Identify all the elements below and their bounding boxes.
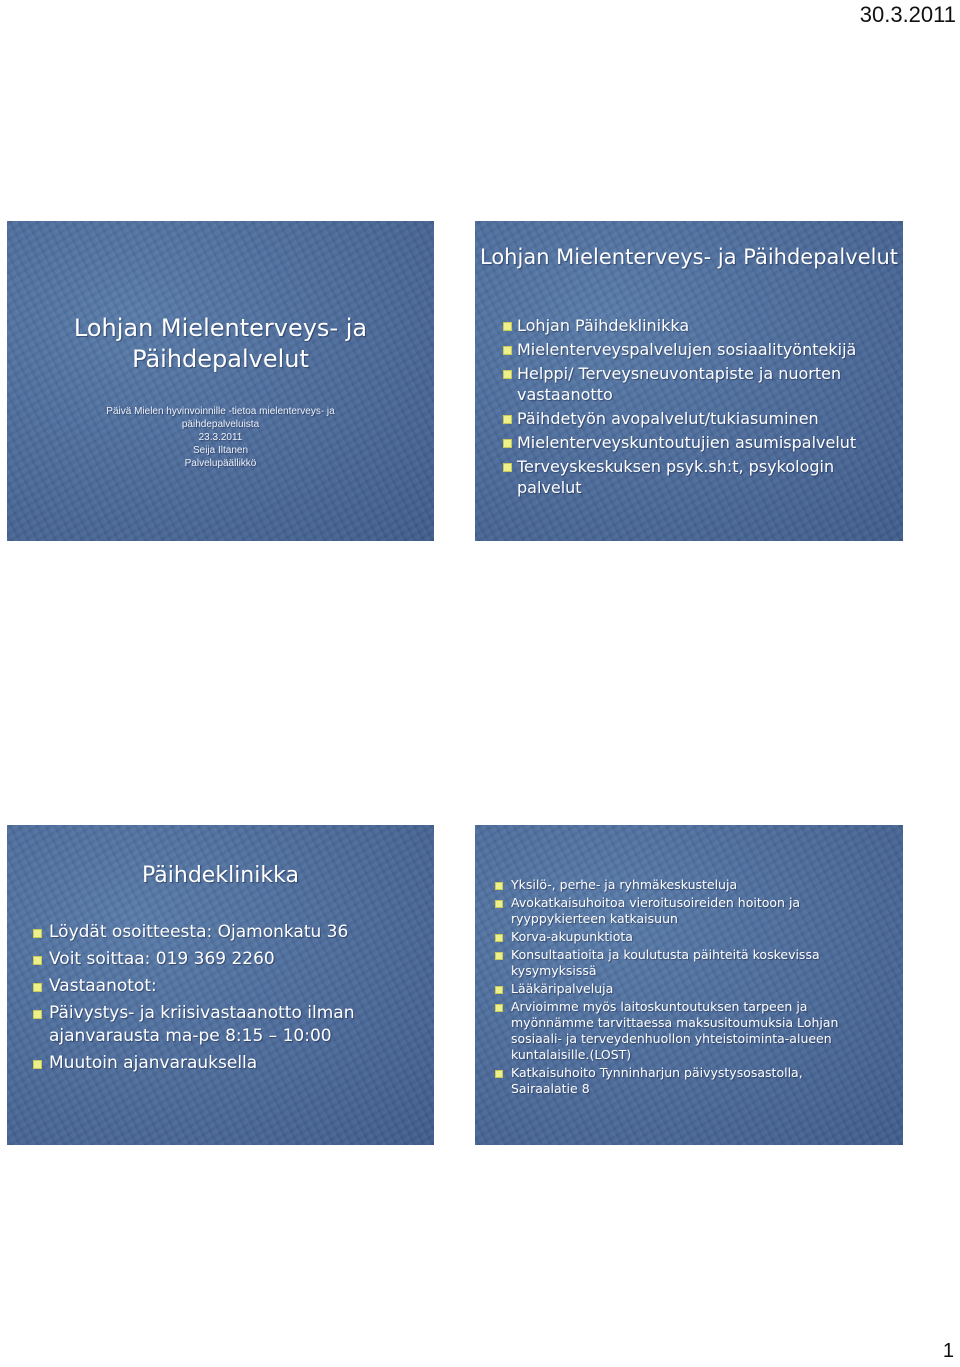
slide-4-bullet-list [495, 877, 873, 1099]
bullet-item: Vastaanotot: [33, 975, 414, 998]
slide-1-subtitle-line: Päivä Mielen hyvinvoinnille -tietoa mielenterveys- ja päihdepalveluista [106, 406, 335, 430]
bullet-item: Konsultaatioita ja koulutusta päihteitä koskevissa kysymyksissä [495, 947, 873, 979]
bullet-item: Löydät osoitteesta: Ojamonkatu 36 [33, 921, 414, 944]
slide-3-title: Päihdeklinikka [142, 863, 299, 888]
bullet-item: Lääkäripalveluja [495, 981, 873, 997]
slide-2 [475, 221, 903, 541]
slide-3-bullet-list [33, 921, 414, 1079]
bullet-item: Arvioimme myös laitoskuntoutuksen tarpeen ja myönnämme tarvittaessa maksusitoumuksia Lohjan sosiaali- ja terveydenhuollon yhteistoiminta-alueen kuntalaisille.(LOST) [495, 999, 873, 1063]
bullet-item: Päivystys- ja kriisivastaanotto ilman ajanvarausta ma-pe 8:15 – 10:00 [33, 1002, 414, 1048]
bullet-item: Mielenterveyskuntoutujien asumispalvelut [503, 432, 881, 453]
page-number: 1 [942, 1340, 954, 1362]
bullet-item: Korva-akupunktiota [495, 929, 873, 945]
bullet-item: Terveyskeskuksen psyk.sh:t, psykologin palvelut [503, 456, 881, 498]
bullet-item: Katkaisuhoito Tynninharjun päivystysosastolla, Sairaalatie 8 [495, 1065, 873, 1097]
slide-1-subtitle [67, 405, 374, 470]
slide-2-bullet-list [503, 315, 881, 501]
bullet-item: Mielenterveyspalvelujen sosiaalityöntekijä [503, 339, 881, 360]
bullet-item: Yksilö-, perhe- ja ryhmäkeskusteluja [495, 877, 873, 893]
slide-3 [7, 825, 434, 1145]
slide-2-title: Lohjan Mielenterveys- ja Päihdepalvelut [480, 245, 898, 269]
bullet-item: Lohjan Päihdeklinikka [503, 315, 881, 336]
bullet-item: Voit soittaa: 019 369 2260 [33, 948, 414, 971]
bullet-item: Avokatkaisuhoitoa vieroitusoireiden hoitoon ja ryyppykierteen katkaisuun [495, 895, 873, 927]
slide-1-subtitle-date: 23.3.2011 [198, 432, 243, 443]
slide-1-subtitle-role: Palvelupäällikkö [184, 458, 257, 469]
slide-1-subtitle-author: Seija Iltanen [192, 445, 249, 456]
slide-1-title: Lohjan Mielenterveys- ja Päihdepalvelut [73, 314, 368, 373]
bullet-item: Muutoin ajanvarauksella [33, 1052, 414, 1075]
slide-1-title-slide [7, 221, 434, 541]
bullet-item: Päihdetyön avopalvelut/tukiasuminen [503, 408, 881, 429]
page-date: 30.3.2011 [859, 2, 956, 27]
slide-4 [475, 825, 903, 1145]
bullet-item: Helppi/ Terveysneuvontapiste ja nuorten vastaanotto [503, 363, 881, 405]
